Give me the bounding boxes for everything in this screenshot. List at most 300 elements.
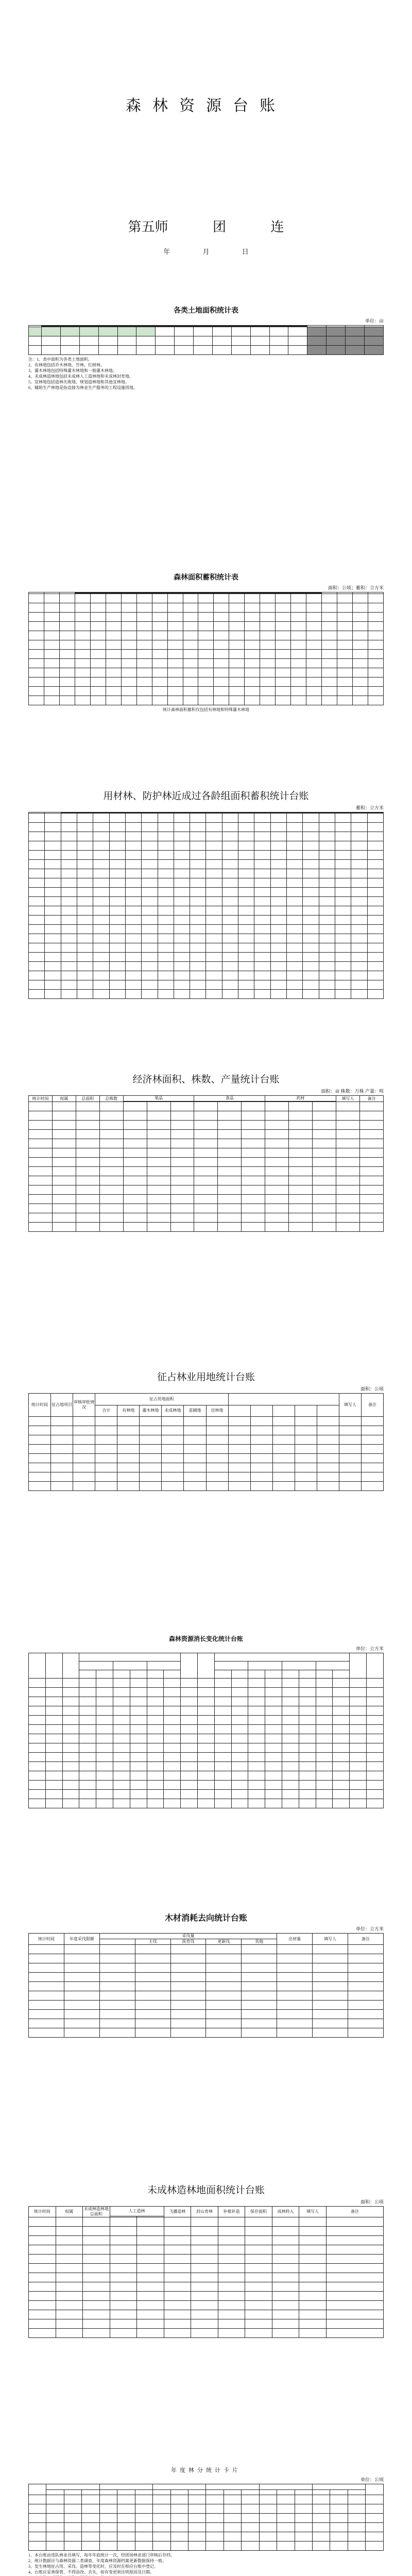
table-cell <box>228 1482 250 1491</box>
table-cell <box>339 1426 361 1435</box>
table-cell <box>29 2532 46 2541</box>
table-cell <box>162 1482 184 1491</box>
table-cell <box>29 1111 53 1121</box>
table-row <box>29 916 384 925</box>
table-cell <box>164 2236 191 2245</box>
table-cell <box>238 814 254 823</box>
table-cell <box>136 336 156 346</box>
table-cell <box>229 640 245 650</box>
table-cell <box>52 1176 76 1185</box>
table-cell <box>194 1176 218 1185</box>
table-row <box>29 2310 384 2319</box>
table-cell <box>242 2010 277 2019</box>
table-cell <box>170 1167 194 1176</box>
table-cell <box>174 897 190 906</box>
table-cell <box>295 1417 317 1426</box>
table-cell <box>366 2523 384 2532</box>
table-cell <box>158 962 174 971</box>
table-cell <box>317 1482 339 1491</box>
table-cell <box>359 1102 383 1111</box>
table-cell <box>322 659 337 668</box>
table-cell <box>117 1463 140 1472</box>
table-cell <box>62 1781 79 1790</box>
table-cell <box>29 832 45 841</box>
table-cell <box>99 2504 117 2514</box>
table-cell <box>29 603 44 613</box>
table-cell <box>254 860 270 869</box>
table-row <box>29 1991 384 2001</box>
table-cell <box>106 650 121 659</box>
col-header: 保存面积 <box>245 2207 272 2217</box>
table-cell <box>218 1185 242 1195</box>
table-cell <box>29 1963 64 1973</box>
table-cell <box>29 2273 56 2282</box>
table-cell <box>250 1405 272 1417</box>
table-cell <box>197 1679 214 1688</box>
table-cell <box>348 1963 384 1973</box>
table-cell <box>206 1472 228 1482</box>
table-cell <box>174 888 190 897</box>
table-cell <box>337 631 353 640</box>
table-cell <box>206 869 222 878</box>
table-cell <box>29 2227 56 2236</box>
table-cell <box>99 1121 123 1130</box>
forest-table-title: 森林面积蓄积统计表 <box>174 574 238 582</box>
table-cell <box>322 687 337 696</box>
table-cell <box>60 336 79 346</box>
table-cell <box>282 1762 299 1771</box>
table-cell <box>333 1697 350 1706</box>
table-cell <box>231 1753 248 1762</box>
land-occupy-section <box>28 1369 384 1491</box>
table-cell <box>307 336 327 346</box>
economic-table-unit: 面积：亩 株数：万株 产量：吨 <box>321 1089 384 1094</box>
table-cell <box>265 1213 289 1223</box>
table-cell <box>353 668 368 677</box>
table-cell <box>222 962 238 971</box>
table-cell <box>322 594 337 603</box>
table-cell <box>265 1223 289 1232</box>
table-cell <box>59 631 75 640</box>
table-cell <box>198 677 214 687</box>
table-cell <box>188 2541 205 2551</box>
table-cell <box>77 953 93 962</box>
table-cell <box>337 677 353 687</box>
table-cell <box>29 631 44 640</box>
table-cell <box>79 1662 113 1670</box>
table-row <box>29 336 384 346</box>
table-cell <box>289 1111 313 1121</box>
table-cell <box>190 814 206 823</box>
table-cell <box>29 2028 64 2038</box>
table-cell <box>93 869 109 878</box>
table-cell <box>335 980 351 990</box>
table-cell <box>106 603 121 613</box>
table-cell <box>270 841 286 851</box>
table-cell <box>59 677 75 687</box>
table-cell <box>109 851 125 860</box>
table-cell <box>272 1472 295 1482</box>
table-cell <box>29 878 45 888</box>
table-cell <box>62 1725 79 1734</box>
table-cell <box>350 1653 367 1679</box>
table-cell <box>359 1130 383 1139</box>
table-cell <box>333 1670 350 1678</box>
table-row <box>29 1130 384 1139</box>
table-cell <box>350 1753 367 1762</box>
table-cell <box>218 1158 242 1167</box>
table-cell <box>73 1472 95 1482</box>
table-cell <box>140 1472 162 1482</box>
table-cell <box>299 2292 327 2301</box>
table-cell <box>299 2329 327 2338</box>
table-cell <box>99 1195 123 1204</box>
table-cell <box>162 1417 184 1426</box>
table-cell <box>99 2541 117 2551</box>
table-cell <box>327 2310 384 2319</box>
table-cell <box>174 869 190 878</box>
table-cell <box>140 1426 162 1435</box>
table-row <box>29 1463 384 1472</box>
table-cell <box>79 1688 96 1697</box>
table-cell <box>299 2319 327 2329</box>
table-cell <box>76 1167 99 1176</box>
table-cell <box>272 2255 299 2264</box>
table-cell <box>303 860 319 869</box>
table-cell <box>164 1743 181 1753</box>
col-header: 备注 <box>348 1934 384 1945</box>
table-cell <box>174 832 190 841</box>
table-cell <box>45 1679 62 1688</box>
table-cell <box>109 878 125 888</box>
col-header: 统计时间 <box>29 1934 64 1945</box>
table-cell <box>245 650 260 659</box>
table-cell <box>147 1167 170 1176</box>
note-line: 2、统计数据应与森林资源二类调查、年度森林资源档案更新数据保持一致。 <box>28 2558 166 2563</box>
table-cell <box>113 1697 130 1706</box>
table-cell <box>181 1790 198 1799</box>
table-cell <box>194 327 213 336</box>
table-cell <box>197 1743 214 1753</box>
table-cell <box>174 841 190 851</box>
table-cell <box>29 1454 51 1463</box>
table-cell <box>335 823 351 832</box>
table-cell <box>75 668 90 677</box>
table-cell <box>336 1185 359 1195</box>
table-cell <box>359 1158 383 1167</box>
table-cell <box>188 2495 205 2504</box>
table-cell <box>359 1139 383 1148</box>
table-cell <box>52 1223 76 1232</box>
table-cell <box>260 631 276 640</box>
table-cell <box>152 622 167 631</box>
table-cell <box>61 860 77 869</box>
table-cell <box>29 2264 56 2273</box>
table-cell <box>29 1167 53 1176</box>
table-cell <box>313 2019 348 2028</box>
table-cell <box>287 916 303 925</box>
table-cell <box>231 1771 248 1781</box>
table-cell <box>316 1706 333 1716</box>
table-cell <box>45 1790 62 1799</box>
table-cell <box>164 1771 181 1781</box>
table-cell <box>228 1417 250 1426</box>
table-cell <box>359 1223 383 1232</box>
table-cell <box>142 953 158 962</box>
table-cell <box>170 1111 194 1121</box>
table-cell <box>29 869 45 878</box>
table-cell <box>52 1130 76 1139</box>
table-cell <box>135 2532 152 2541</box>
table-cell <box>142 962 158 971</box>
table-cell <box>198 631 214 640</box>
table-cell <box>90 613 106 622</box>
table-cell <box>29 613 44 622</box>
table-cell <box>327 2319 384 2329</box>
table-cell <box>222 943 238 953</box>
table-cell <box>109 897 125 906</box>
table-cell <box>327 2245 384 2255</box>
table-cell <box>272 2217 299 2227</box>
table-cell <box>245 2301 272 2310</box>
table-cell <box>99 2010 135 2019</box>
table-cell <box>77 916 93 925</box>
table-cell <box>110 2245 137 2255</box>
table-cell <box>368 659 383 668</box>
table-cell <box>29 677 44 687</box>
table-cell <box>125 925 141 934</box>
table-cell <box>130 1716 147 1725</box>
table-cell <box>276 613 291 622</box>
table-cell <box>222 906 238 916</box>
table-row <box>29 631 384 640</box>
table-cell <box>29 2255 56 2264</box>
table-cell <box>206 2514 224 2523</box>
table-cell <box>117 1445 140 1454</box>
table-cell <box>231 1725 248 1734</box>
table-cell <box>333 1753 350 1762</box>
table-cell <box>29 1734 46 1743</box>
table-cell <box>125 832 141 841</box>
table-cell <box>62 1734 79 1743</box>
cover-day: 日 <box>242 248 249 256</box>
table-cell <box>190 841 206 851</box>
col-header: 人工造林 <box>110 2207 164 2216</box>
table-cell <box>303 971 319 980</box>
table-row <box>29 687 384 696</box>
table-cell <box>282 1670 299 1678</box>
table-cell <box>197 1688 214 1697</box>
table-cell <box>265 1204 289 1213</box>
table-cell <box>303 990 319 999</box>
table-cell <box>109 906 125 916</box>
table-cell <box>198 659 214 668</box>
table-cell <box>351 860 367 869</box>
table-cell <box>109 832 125 841</box>
table-cell <box>142 814 158 823</box>
table-cell <box>276 677 291 687</box>
table-cell <box>61 962 77 971</box>
table-cell <box>350 1706 367 1716</box>
table-cell <box>206 2010 242 2019</box>
table-cell <box>191 2236 218 2245</box>
table-cell <box>313 2532 330 2541</box>
table-cell <box>125 990 141 999</box>
table-cell <box>282 1697 299 1706</box>
table-cell <box>125 888 141 897</box>
table-cell <box>99 1939 135 1945</box>
table-cell <box>288 336 307 346</box>
table-cell <box>123 1111 147 1121</box>
table-cell <box>351 906 367 916</box>
table-cell <box>322 622 337 631</box>
table-cell <box>77 897 93 906</box>
table-cell <box>181 1743 198 1753</box>
table-cell <box>29 346 42 355</box>
table-cell <box>316 1679 333 1688</box>
table-cell <box>366 1653 383 1679</box>
table-cell <box>368 622 383 631</box>
table-row <box>29 2504 384 2514</box>
table-cell <box>64 1982 99 1991</box>
table-cell <box>322 613 337 622</box>
table-cell <box>191 2217 218 2227</box>
table-cell <box>109 962 125 971</box>
table-cell <box>270 934 286 943</box>
table-cell <box>147 1706 164 1716</box>
table-cell <box>174 990 190 999</box>
table-row <box>29 869 384 878</box>
table-cell <box>319 906 335 916</box>
table-cell <box>156 336 175 346</box>
table-cell <box>242 1139 265 1148</box>
table-cell <box>348 2541 365 2551</box>
table-cell <box>29 2301 56 2310</box>
table-cell <box>287 906 303 916</box>
table-cell <box>51 1417 73 1426</box>
table-cell <box>109 888 125 897</box>
table-cell <box>272 1426 295 1435</box>
table-cell <box>270 962 286 971</box>
table-cell <box>75 696 90 705</box>
table-cell <box>45 1734 62 1743</box>
table-cell <box>142 823 158 832</box>
table-cell <box>206 814 222 823</box>
table-cell <box>366 1799 383 1808</box>
table-cell <box>75 640 90 650</box>
table-cell <box>106 640 121 650</box>
table-cell <box>170 1945 206 1954</box>
table-cell <box>276 696 291 705</box>
table-cell <box>238 841 254 851</box>
table-cell <box>29 2001 64 2010</box>
table-cell <box>183 631 198 640</box>
table-cell <box>277 2001 313 2010</box>
table-cell <box>191 2292 218 2301</box>
table-cell <box>125 851 141 860</box>
table-cell <box>366 2532 384 2541</box>
table-cell <box>59 640 75 650</box>
table-cell <box>276 622 291 631</box>
table-cell <box>83 2282 110 2292</box>
table-cell <box>254 814 270 823</box>
table-cell <box>206 2495 224 2504</box>
table-cell <box>158 971 174 980</box>
table-cell <box>335 962 351 971</box>
table-cell <box>135 1945 170 1954</box>
table-cell <box>218 1111 242 1121</box>
table-cell <box>313 1148 336 1158</box>
table-cell <box>238 906 254 916</box>
table-cell <box>214 1799 231 1808</box>
table-row <box>29 1771 384 1781</box>
table-cell <box>130 1706 147 1716</box>
table-cell <box>238 934 254 943</box>
table-cell <box>364 346 383 355</box>
table-cell <box>265 1176 289 1185</box>
table-cell <box>336 1102 359 1111</box>
table-row <box>29 962 384 971</box>
economic-forest-table <box>28 1095 384 1232</box>
table-cell <box>79 1679 96 1688</box>
table-cell <box>265 1697 282 1706</box>
table-cell <box>96 1743 113 1753</box>
timber-table-title: 木材消耗去向统计台账 <box>164 1914 247 1923</box>
table-cell <box>238 878 254 888</box>
table-cell <box>242 1111 265 1121</box>
table-cell <box>29 1653 46 1679</box>
table-cell <box>327 2329 384 2338</box>
table-cell <box>142 925 158 934</box>
land-area-section <box>28 305 384 391</box>
col-header: 统计时间 <box>29 2207 56 2217</box>
table-cell <box>109 980 125 990</box>
table-cell <box>79 1799 96 1808</box>
table-cell <box>276 687 291 696</box>
table-cell <box>291 613 306 622</box>
table-cell <box>242 2532 259 2541</box>
table-cell <box>106 631 121 640</box>
table-cell <box>59 696 75 705</box>
table-cell <box>29 2319 56 2329</box>
table-cell <box>121 622 136 631</box>
table-cell <box>75 594 90 603</box>
table-cell <box>366 2541 384 2551</box>
table-row <box>29 1799 384 1808</box>
table-row <box>29 1148 384 1158</box>
table-cell <box>306 687 322 696</box>
note-line: 1、本台账由连队林业员填写，每年年底统计一次，经团场林业部门审核后存档。 <box>28 2553 175 2557</box>
col-header: 果品 <box>123 1096 194 1101</box>
table-cell <box>76 1102 99 1111</box>
table-cell <box>214 603 229 613</box>
table-cell <box>276 650 291 659</box>
table-cell <box>287 980 303 990</box>
table-cell <box>250 1417 272 1426</box>
table-cell <box>123 1148 147 1158</box>
table-cell <box>125 841 141 851</box>
table-cell <box>368 631 383 640</box>
table-cell <box>368 603 383 613</box>
table-cell <box>250 346 269 355</box>
table-cell <box>125 916 141 925</box>
table-cell <box>282 1790 299 1799</box>
table-cell <box>77 860 93 869</box>
table-cell <box>153 2495 170 2504</box>
table-cell <box>83 2255 110 2264</box>
table-cell <box>214 1662 248 1670</box>
table-row <box>29 1725 384 1734</box>
